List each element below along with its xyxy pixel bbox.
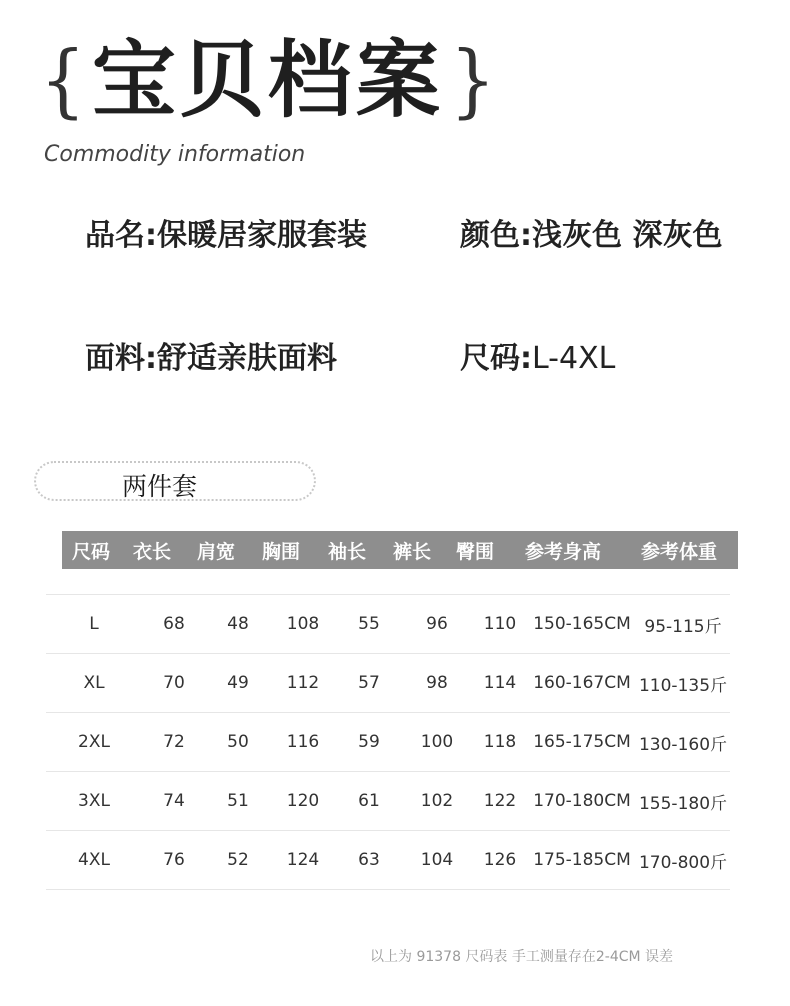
table-row (46, 712, 730, 771)
header-ref-weight: 参考体重 (620, 531, 738, 569)
product-color (460, 210, 722, 254)
page-title (40, 30, 496, 130)
set-tab (34, 461, 316, 501)
cell-sleeve: 57 (358, 673, 380, 693)
cell-chest: 124 (286, 850, 320, 870)
cell-size: 4XL (78, 850, 110, 870)
cell-length: 70 (163, 673, 185, 693)
product-color-value: 浅灰色 深灰色 (532, 218, 723, 253)
cell-hip: 126 (483, 850, 517, 870)
set-tab-label: 两件套 (122, 472, 198, 501)
cell-pants-length: 96 (426, 614, 448, 634)
cell-ref-weight: 130-160斤 (638, 734, 728, 755)
cell-sleeve: 59 (358, 732, 380, 752)
cell-ref-weight: 155-180斤 (638, 793, 728, 814)
header-sleeve: 袖长 (314, 531, 380, 569)
cell-size: L (89, 614, 99, 634)
cell-sleeve: 55 (358, 614, 380, 634)
product-name-value: 保暖居家服套装 (157, 218, 367, 253)
product-name (85, 210, 367, 254)
table-row (46, 771, 730, 830)
product-fabric-label: 面料: (85, 341, 157, 376)
product-size-value: L-4XL (532, 341, 616, 376)
cell-length: 76 (163, 850, 185, 870)
product-size (460, 333, 615, 377)
right-brace: } (449, 33, 496, 127)
table-row (46, 830, 730, 890)
cell-length: 68 (163, 614, 185, 634)
cell-pants-length: 100 (420, 732, 454, 752)
cell-chest: 120 (286, 791, 320, 811)
cell-pants-length: 104 (420, 850, 454, 870)
cell-length: 72 (163, 732, 185, 752)
cell-shoulder: 49 (227, 673, 249, 693)
header-pants-length: 裤长 (380, 531, 444, 569)
cell-pants-length: 102 (420, 791, 454, 811)
title-text: 宝贝档案 (91, 31, 444, 129)
cell-sleeve: 63 (358, 850, 380, 870)
cell-ref-weight: 170-800斤 (638, 852, 728, 873)
cell-chest: 108 (286, 614, 320, 634)
product-color-label: 颜色: (460, 218, 532, 253)
table-row (46, 594, 730, 653)
cell-ref-height: 150-165CM (533, 614, 631, 634)
cell-hip: 110 (483, 614, 517, 634)
cell-pants-length: 98 (426, 673, 448, 693)
measurement-footnote: 以上为 91378 尺码表 手工测量存在2-4CM 误差 (370, 949, 674, 965)
cell-sleeve: 61 (358, 791, 380, 811)
cell-size: 3XL (78, 791, 110, 811)
header-size: 尺码 (62, 531, 120, 569)
header-chest: 胸围 (248, 531, 314, 569)
product-fabric (85, 333, 337, 377)
cell-ref-height: 170-180CM (533, 791, 631, 811)
header-shoulder: 肩宽 (184, 531, 248, 569)
cell-ref-height: 175-185CM (533, 850, 631, 870)
cell-hip: 118 (483, 732, 517, 752)
header-hip: 臀围 (444, 531, 506, 569)
cell-ref-height: 165-175CM (533, 732, 631, 752)
cell-hip: 122 (483, 791, 517, 811)
cell-ref-height: 160-167CM (533, 673, 631, 693)
cell-hip: 114 (483, 673, 517, 693)
cell-ref-weight: 110-135斤 (638, 675, 728, 696)
size-table-header (62, 531, 738, 569)
cell-shoulder: 52 (227, 850, 249, 870)
header-ref-height: 参考身高 (506, 531, 620, 569)
cell-chest: 112 (286, 673, 320, 693)
table-header-row (62, 531, 738, 569)
product-name-label: 品名: (85, 218, 157, 253)
cell-length: 74 (163, 791, 185, 811)
product-size-label: 尺码: (460, 341, 532, 376)
cell-shoulder: 50 (227, 732, 249, 752)
table-row (46, 653, 730, 712)
page-subtitle: Commodity information (44, 142, 306, 167)
size-table-body (46, 594, 730, 890)
header-length: 衣长 (120, 531, 184, 569)
cell-size: 2XL (78, 732, 110, 752)
cell-chest: 116 (286, 732, 320, 752)
product-fabric-value: 舒适亲肤面料 (157, 341, 337, 376)
left-brace: { (40, 33, 86, 127)
cell-ref-weight: 95-115斤 (644, 616, 722, 637)
cell-size: XL (83, 673, 105, 693)
cell-shoulder: 51 (227, 791, 249, 811)
cell-shoulder: 48 (227, 614, 249, 634)
